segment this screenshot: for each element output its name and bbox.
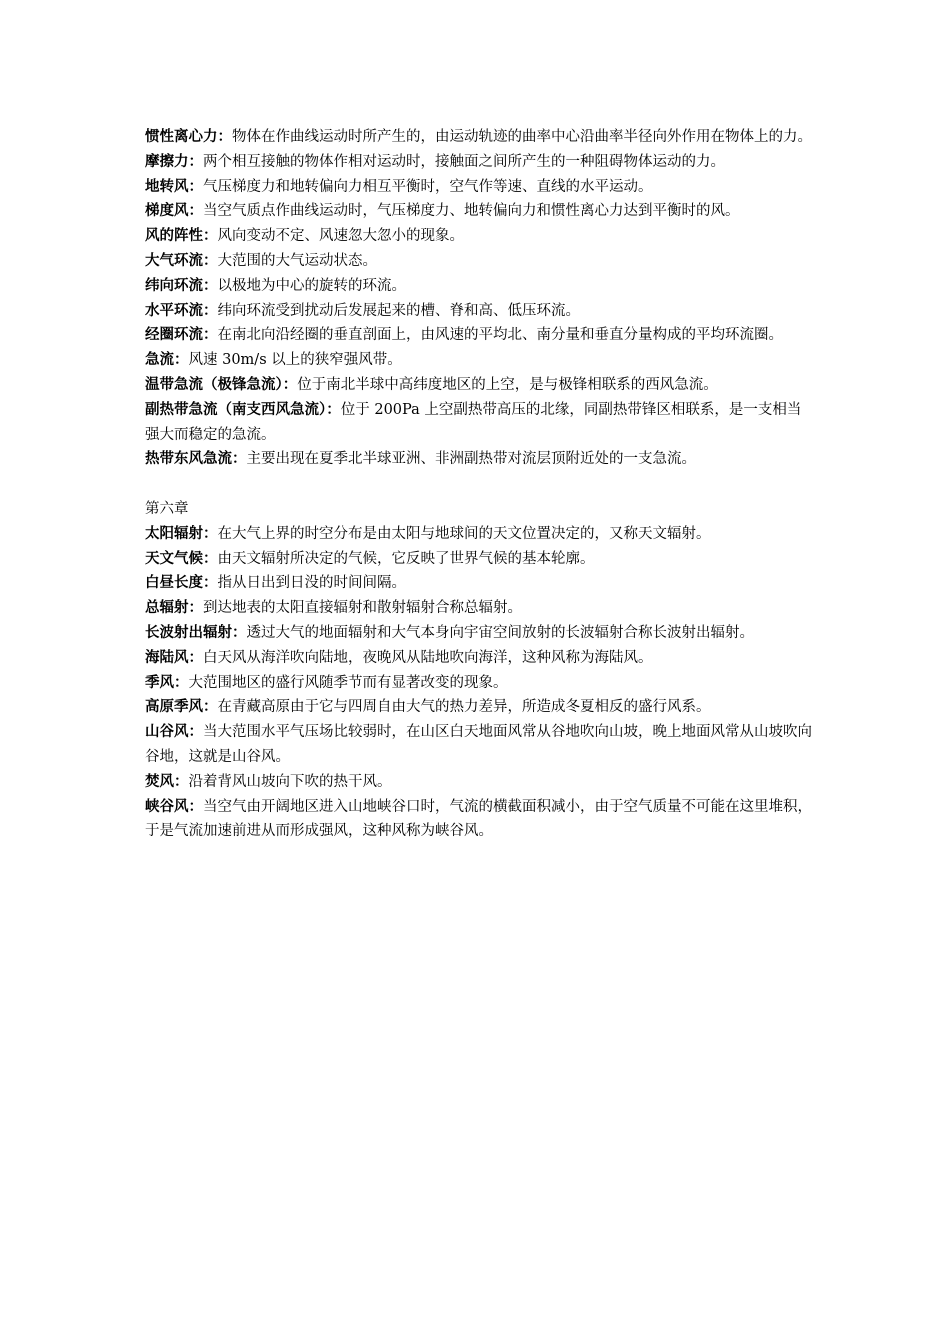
- glossary-definition: 大范围地区的盛行风随季节而有显著改变的现象。: [188, 674, 508, 691]
- term-separator: ：: [188, 178, 203, 195]
- glossary-definition: 气压梯度力和地转偏向力相互平衡时，空气作等速、直线的水平运动。: [203, 178, 653, 195]
- term-separator: ：: [217, 129, 232, 145]
- term-separator: ：: [203, 699, 218, 716]
- glossary-definition: 当空气由开阔地区进入山地峡谷口时，气流的横截面积减小，由于空气质量不可能在这里堆积，于是气流加速前进从而形成强风，这种风称为峡谷风。: [145, 798, 812, 840]
- glossary-definition: 大范围的大气运动状态。: [217, 252, 377, 269]
- glossary-entry: [145, 348, 815, 373]
- glossary-term: 高原季风: [145, 699, 203, 716]
- term-separator: ：: [188, 600, 203, 617]
- term-separator: ：: [203, 277, 218, 294]
- term-separator: ：: [203, 252, 218, 269]
- glossary-entry: [145, 522, 815, 547]
- glossary-entry: [145, 621, 815, 646]
- chapter-heading: 第六章: [145, 500, 189, 517]
- glossary-term: 长波射出辐射: [145, 624, 232, 641]
- glossary-term: 急流: [145, 352, 174, 369]
- glossary-definition: 位于南北半球中高纬度地区的上空，是与极锋相联系的西风急流。: [297, 376, 718, 393]
- glossary-definition: 风速 30m/s 以上的狭窄强风带。: [188, 352, 402, 369]
- glossary-term: 经圈环流: [145, 327, 203, 344]
- glossary-term: 摩擦力: [145, 153, 189, 170]
- glossary-definition: 主要出现在夏季北半球亚洲、非洲副热带对流层顶附近处的一支急流。: [246, 451, 696, 468]
- glossary-term: 白昼长度: [145, 575, 203, 592]
- section-chapter-six: [145, 497, 815, 844]
- glossary-definition: 透过大气的地面辐射和大气本身向宇宙空间放射的长波辐射合称长波射出辐射。: [246, 624, 754, 641]
- glossary-definition: 由天文辐射所决定的气候，它反映了世界气候的基本轮廓。: [217, 550, 595, 567]
- glossary-term: 峡谷风: [145, 798, 189, 815]
- glossary-term: 海陆风: [145, 649, 189, 666]
- glossary-definition: 白天风从海洋吹向陆地，夜晚风从陆地吹向海洋，这种风称为海陆风。: [203, 649, 653, 666]
- glossary-definition: 以极地为中心的旋转的环流。: [217, 277, 406, 294]
- glossary-term: 热带东风急流: [145, 451, 232, 468]
- term-separator: ：: [203, 302, 218, 319]
- glossary-term: 太阳辐射: [145, 525, 203, 542]
- glossary-term: 风的阵性: [145, 228, 203, 245]
- term-separator: ：: [203, 550, 218, 567]
- term-separator: ：: [203, 525, 218, 542]
- section-spacer: [145, 472, 815, 497]
- glossary-term: 天文气候: [145, 550, 203, 567]
- term-separator: ：: [174, 773, 189, 790]
- term-separator: ：: [282, 376, 298, 393]
- term-separator: ：: [203, 228, 218, 245]
- term-separator: ：: [232, 451, 247, 468]
- glossary-definition: 纬向环流受到扰动后发展起来的槽、脊和高、低压环流。: [217, 302, 580, 319]
- glossary-definition: 物体在作曲线运动时所产生的，由运动轨迹的曲率中心沿曲率半径向外作用在物体上的力。: [232, 129, 812, 145]
- glossary-entry: [145, 770, 815, 795]
- glossary-entry: [145, 150, 815, 175]
- glossary-definition: 在南北向沿经圈的垂直剖面上，由风速的平均北、南分量和垂直分量构成的平均环流圈。: [217, 327, 783, 344]
- glossary-definition: 沿着背风山坡向下吹的热干风。: [188, 773, 392, 790]
- term-separator: ：: [188, 798, 203, 815]
- glossary-entry: [145, 249, 815, 274]
- glossary-term: 大气环流: [145, 252, 203, 269]
- term-separator: ：: [326, 401, 341, 418]
- glossary-term: 地转风: [145, 178, 189, 195]
- term-separator: ：: [188, 203, 203, 220]
- glossary-entry: [145, 646, 815, 671]
- term-separator: ：: [203, 575, 218, 592]
- glossary-definition: 两个相互接触的物体作相对运动时，接触面之间所产生的一种阻碍物体运动的力。: [203, 153, 725, 170]
- term-separator: ：: [174, 352, 189, 369]
- glossary-entry: [145, 175, 815, 200]
- term-separator: ：: [188, 724, 203, 741]
- glossary-definition: 位于 200Pa 上空副热带高压的北缘，同副热带锋区相联系，是一支相当强大而稳定的急流。: [145, 401, 802, 443]
- glossary-definition: 当大范围水平气压场比较弱时，在山区白天地面风常从谷地吹向山坡，晚上地面风常从山坡吹向谷地，这就是山谷风。: [145, 724, 812, 765]
- glossary-term: 副热带急流（南支西风急流）: [145, 401, 327, 418]
- document-page: [145, 125, 815, 844]
- glossary-definition: 到达地表的太阳直接辐射和散射辐射合称总辐射。: [203, 600, 522, 617]
- glossary-term: 惯性离心力: [145, 129, 218, 145]
- glossary-term: 季风: [145, 674, 174, 691]
- section-glossary-wind: [145, 125, 815, 472]
- glossary-term: 焚风: [145, 773, 174, 790]
- term-separator: ：: [174, 674, 189, 691]
- glossary-entry: [145, 224, 815, 249]
- term-separator: ：: [232, 624, 247, 641]
- glossary-entry: [145, 547, 815, 572]
- glossary-entry: [145, 571, 815, 596]
- glossary-term: 总辐射: [145, 600, 189, 617]
- glossary-entry: [145, 596, 815, 621]
- term-separator: ：: [188, 649, 203, 666]
- term-separator: ：: [203, 327, 218, 344]
- glossary-definition: 在青藏高原由于它与四周自由大气的热力差异，所造成冬夏相反的盛行风系。: [217, 699, 711, 716]
- glossary-term: 梯度风: [145, 203, 189, 220]
- glossary-term: 纬向环流: [145, 277, 203, 294]
- glossary-entry: [145, 795, 815, 845]
- glossary-entry: [145, 323, 815, 348]
- glossary-term: 水平环流: [145, 302, 203, 319]
- glossary-term: 温带急流（极锋急流）: [145, 376, 283, 393]
- glossary-definition: 风向变动不定、风速忽大忽小的现象。: [217, 228, 464, 245]
- glossary-entry: [145, 125, 815, 150]
- glossary-entry: [145, 398, 815, 448]
- glossary-entry: [145, 720, 815, 770]
- glossary-term: 山谷风: [145, 724, 189, 741]
- glossary-entry: [145, 671, 815, 696]
- glossary-entry: [145, 447, 815, 472]
- glossary-definition: 在大气上界的时空分布是由太阳与地球间的天文位置决定的，又称天文辐射。: [217, 525, 711, 542]
- glossary-entry: [145, 695, 815, 720]
- glossary-entry: [145, 274, 815, 299]
- glossary-definition: 当空气质点作曲线运动时，气压梯度力、地转偏向力和惯性离心力达到平衡时的风。: [203, 203, 740, 220]
- glossary-entry: [145, 373, 815, 398]
- glossary-entry: [145, 299, 815, 324]
- glossary-entry: [145, 199, 815, 224]
- term-separator: ：: [188, 153, 203, 170]
- glossary-definition: 指从日出到日没的时间间隔。: [217, 575, 406, 592]
